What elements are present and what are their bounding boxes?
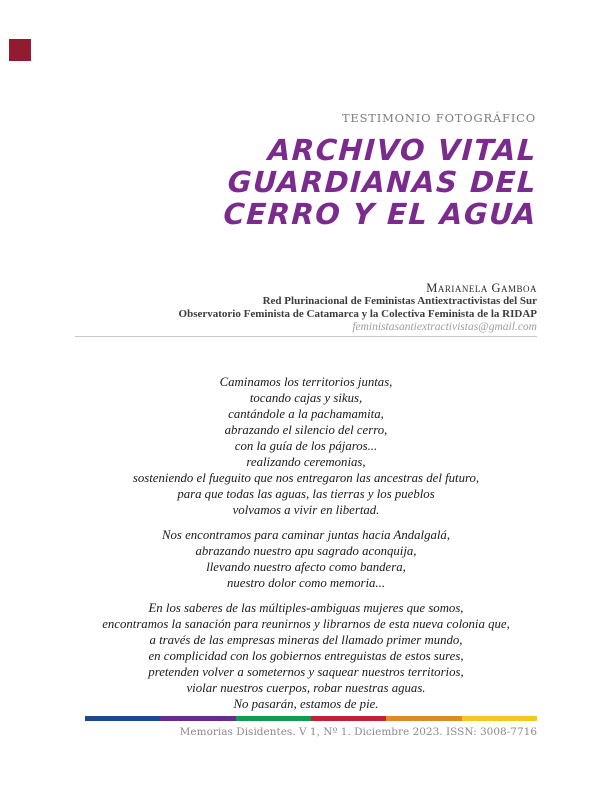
article-title-line-2: GUARDIANAS DEL [226, 165, 538, 199]
poem-line: nuestro dolor como memoria... [226, 576, 386, 590]
bar-color-segment [462, 716, 537, 721]
poem-stanza-3 [40, 600, 572, 712]
poem-line: pretenden volver a someternos y saquear nuestros territorios, [148, 665, 464, 679]
poem-line: volvamos a vivir en libertad. [232, 503, 380, 517]
poem-line: Caminamos los territorios juntas, [219, 375, 393, 389]
poem-line: abrazando el silencio del cerro, [224, 423, 388, 437]
poem-line: cantándole a la pachamamita, [228, 407, 384, 421]
poem-line: violar nuestros cuerpos, robar nuestras aguas. [186, 681, 426, 695]
poem-line: realizando ceremonias, [246, 455, 366, 469]
article-title [75, 134, 537, 230]
corner-accent-square [9, 39, 31, 61]
article-title-line-3: CERRO Y EL AGUA [222, 197, 538, 231]
poem-stanza-1 [40, 374, 572, 518]
poem-line: llevando nuestro afecto como bandera, [206, 560, 406, 574]
poem-line: Nos encontramos para caminar juntas hacia Andalgalá, [161, 528, 451, 542]
poem-line: a través de las empresas mineras del llamado primer mundo, [149, 633, 463, 647]
poem-line: No pasarán, estamos de pie. [233, 697, 379, 711]
poem-line: encontramos la sanación para reunirnos y librarnos de esta nueva colonia que, [102, 617, 510, 631]
bar-color-segment [236, 716, 311, 721]
poem-stanza-2 [40, 527, 572, 591]
poem-line: abrazando nuestro apu sagrado aconquija, [195, 544, 417, 558]
header-divider-line [75, 336, 537, 337]
rainbow-divider-bar [85, 716, 537, 721]
poem-line: sosteniendo el fueguito que nos entregaron las ancestras del futuro, [132, 471, 480, 485]
article-title-line-1: ARCHIVO VITAL [267, 133, 538, 167]
bar-color-segment [386, 716, 461, 721]
byline-block [75, 281, 537, 334]
bar-color-segment [85, 716, 160, 721]
author-email: feministasantiextractivistas@gmail.com [352, 321, 537, 333]
poem-line: para que todas las aguas, las tierras y los pueblos [177, 487, 435, 501]
author-affiliation-1: Red Plurinacional de Feministas Antiextractivistas del Sur [262, 295, 537, 307]
poem-line: tocando cajas y sikus, [249, 391, 363, 405]
poem-line: con la guía de los pájaros... [234, 439, 378, 453]
bar-color-segment [160, 716, 235, 721]
section-kicker: TESTIMONIO FOTOGRÁFICO [341, 111, 536, 125]
poem-line: en complicidad con los gobiernos entreguistas de estos sures, [148, 649, 464, 663]
bar-color-segment [311, 716, 386, 721]
poem-line: En los saberes de las múltiples-ambiguas mujeres que somos, [148, 601, 464, 615]
author-name: Marianela Gamboa [426, 281, 537, 295]
poem-text [40, 374, 572, 721]
author-affiliation-2: Observatorio Feminista de Catamarca y la Colectiva Feminista de la RIDAP [178, 308, 537, 320]
journal-footer-line: Memorias Disidentes. V 1, Nº 1. Diciembre 2023. ISSN: 3008-7716 [179, 726, 537, 738]
